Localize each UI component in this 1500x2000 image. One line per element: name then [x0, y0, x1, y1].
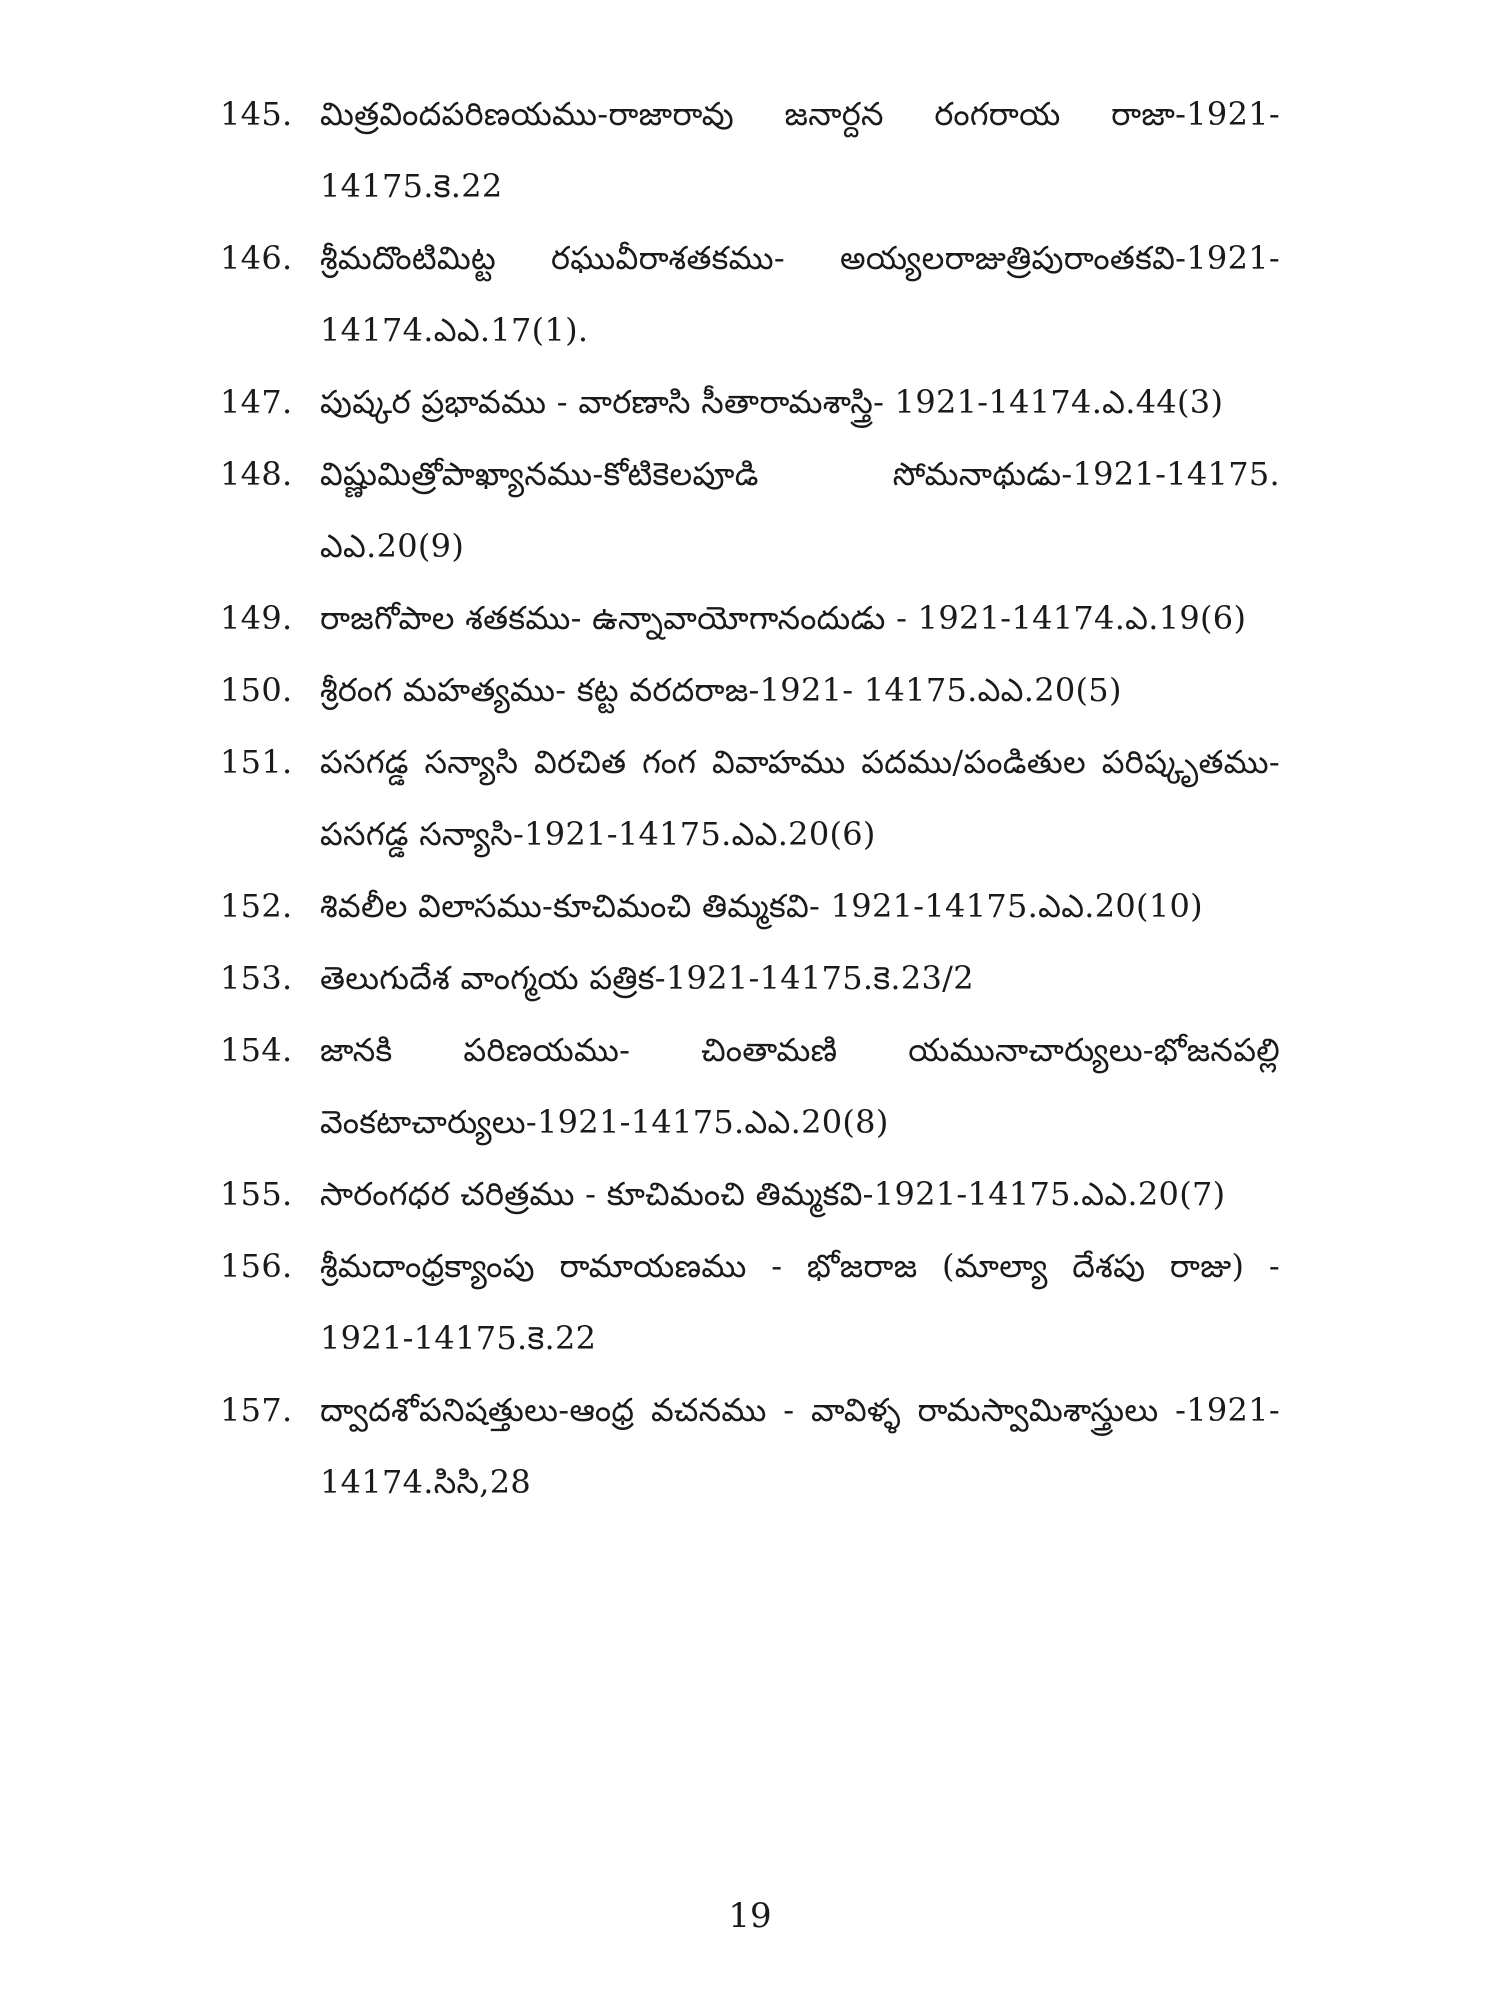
entry-number: 152. [220, 887, 293, 925]
catalog-entry [220, 1158, 1280, 1230]
catalog-entry [220, 582, 1280, 654]
entry-text: శ్రీరంగ మహత్యము- కట్ట వరదరాజ-1921- 14175.ఎఎ.20(5) [320, 671, 1122, 709]
entry-text: సారంగధర చరిత్రము - కూచిమంచి తిమ్మకవి-1921-14175.ఎఎ.20(7) [320, 1175, 1226, 1213]
page-number: 19 [728, 1896, 772, 1936]
entry-text: ద్వాదశోపనిషత్తులు-ఆంధ్ర వచనము - వావిళ్ళ రామస్వామిశాస్త్రులు -1921-14174.సిసి,28 [320, 1391, 1280, 1501]
entry-text: శ్రీమదాంధ్రక్యాంపు రామాయణము - భోజరాజ (మాల్యా దేశపు రాజు) - 1921-14175.కె.22 [320, 1247, 1280, 1357]
entry-text: మిత్రవిందపరిణయము-రాజారావు జనార్దన రంగరాయ రాజా-1921-14175.కె.22 [320, 95, 1280, 205]
catalog-entry [220, 942, 1280, 1014]
entry-number: 157. [220, 1391, 293, 1429]
entry-number: 156. [220, 1247, 293, 1285]
catalog-entry [220, 1014, 1280, 1158]
entry-number: 153. [220, 959, 293, 997]
entry-number: 151. [220, 743, 293, 781]
catalog-entry [220, 1230, 1280, 1374]
catalog-entry [220, 366, 1280, 438]
catalog-entry [220, 870, 1280, 942]
entry-number: 146. [220, 239, 293, 277]
entry-number: 148. [220, 455, 293, 493]
entry-text: రాజగోపాల శతకము- ఉన్నావాయోగానందుడు - 1921-14174.ఎ.19(6) [320, 599, 1247, 637]
catalog-entry [220, 78, 1280, 222]
entry-number: 149. [220, 599, 293, 637]
entry-number: 145. [220, 95, 293, 133]
entry-number: 155. [220, 1175, 293, 1213]
entry-text: శ్రీమదొంటిమిట్ట రఘువీరాశతకము- అయ్యలరాజుత్రిపురాంతకవి-1921-14174.ఎఎ.17(1). [320, 239, 1280, 349]
catalog-entry-list [220, 78, 1280, 1518]
entry-text: తెలుగుదేశ వాంగ్మయ పత్రిక-1921-14175.కె.23/2 [320, 959, 974, 997]
entry-number: 150. [220, 671, 293, 709]
entry-number: 147. [220, 383, 293, 421]
catalog-entry [220, 654, 1280, 726]
entry-text: పసగడ్డ సన్యాసి విరచిత గంగ వివాహము పదము/పండితుల పరిష్కృతము-పసగడ్డ సన్యాసి-1921-14175.ఎఎ.20(6) [320, 743, 1280, 853]
catalog-entry [220, 438, 1280, 582]
entry-text: పుష్కర ప్రభావము - వారణాసి సీతారామశాస్త్రి- 1921-14174.ఎ.44(3) [320, 383, 1224, 421]
entry-text: జానకి పరిణయము- చింతామణి యమునాచార్యులు-భోజనపల్లి వెంకటాచార్యులు-1921-14175.ఎఎ.20(8) [320, 1031, 1280, 1141]
catalog-entry [220, 1374, 1280, 1518]
catalog-entry [220, 726, 1280, 870]
catalog-entry [220, 222, 1280, 366]
entry-text: విష్ణుమిత్రోపాఖ్యానము-కోటికెలపూడి సోమనాథుడు-1921-14175. ఎఎ.20(9) [320, 455, 1280, 565]
entry-text: శివలీల విలాసము-కూచిమంచి తిమ్మకవి- 1921-14175.ఎఎ.20(10) [320, 887, 1203, 925]
entry-number: 154. [220, 1031, 293, 1069]
